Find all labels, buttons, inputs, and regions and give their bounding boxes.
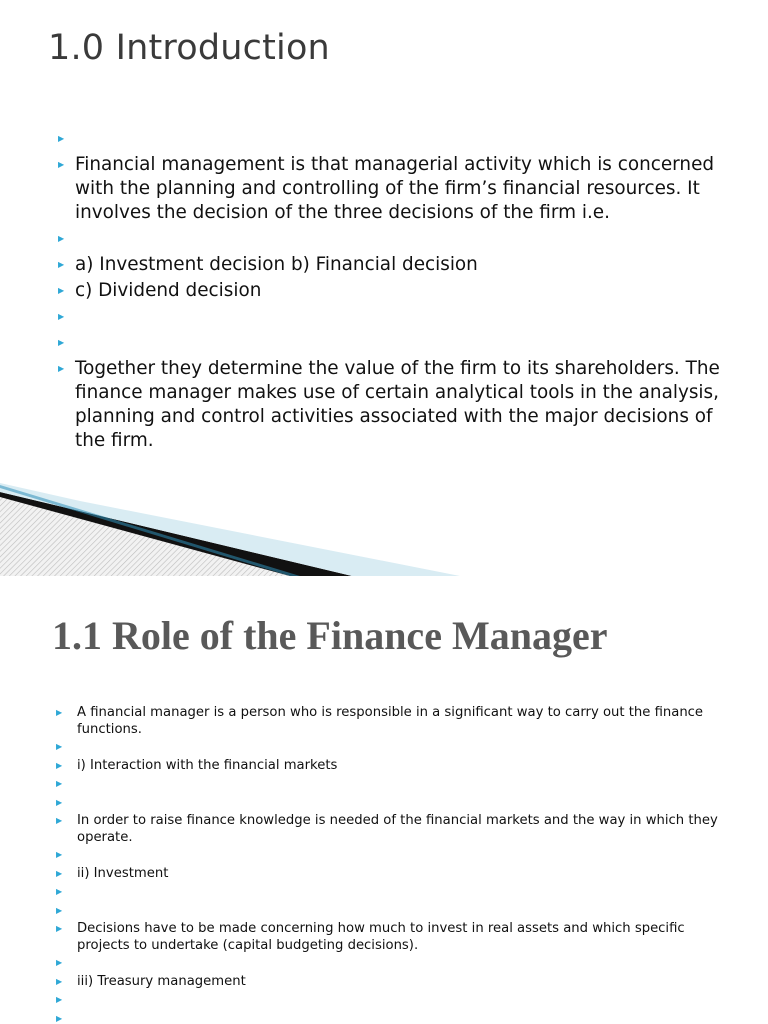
list-item bbox=[56, 704, 732, 738]
list-item bbox=[58, 305, 726, 329]
list-item bbox=[56, 954, 732, 973]
bullet-icon: ▶ bbox=[56, 905, 63, 915]
bullet-icon: ▶ bbox=[56, 924, 63, 933]
list-item-text: A financial manager is a person who is responsible in a significant way to carry out the finance functions. bbox=[77, 705, 704, 737]
bullet-icon: ▶ bbox=[58, 364, 65, 373]
list-item bbox=[56, 902, 732, 921]
list-item-text: a) Investment decision b) Financial decision bbox=[75, 254, 478, 275]
bullet-icon: ▶ bbox=[56, 868, 63, 878]
list-item-text: i) Interaction with the financial markets bbox=[77, 757, 338, 773]
slide-title: 1.1 Role of the Finance Manager bbox=[52, 613, 608, 658]
bullet-icon: ▶ bbox=[56, 708, 63, 717]
list-item bbox=[56, 757, 732, 776]
list-item bbox=[58, 331, 726, 355]
list-item bbox=[58, 253, 726, 277]
list-item-text: ii) Investment bbox=[77, 865, 169, 881]
list-item bbox=[56, 738, 732, 757]
list-item bbox=[56, 920, 732, 954]
decorative-stripe-graphic bbox=[0, 483, 460, 576]
list-item-text: In order to raise finance knowledge is needed of the financial markets and the way in which they operate. bbox=[77, 813, 718, 845]
bullet-icon: ▶ bbox=[56, 850, 63, 859]
bullet-icon: ▶ bbox=[56, 816, 63, 825]
bullet-icon: ▶ bbox=[56, 995, 63, 1004]
list-item-text: Decisions have to be made concerning how much to invest in real assets and which specific projects to undertake (capital budgeting decisions). bbox=[77, 921, 685, 953]
list-item bbox=[56, 991, 732, 1010]
slide-role-of-finance-manager bbox=[0, 576, 768, 1024]
bullet-list bbox=[56, 704, 732, 1024]
bullet-icon: ▶ bbox=[58, 338, 65, 347]
list-item bbox=[58, 153, 726, 225]
bullet-icon: ▶ bbox=[58, 286, 65, 295]
list-item bbox=[56, 775, 732, 794]
list-item-text: iii) Treasury management bbox=[77, 973, 246, 989]
slide-title: 1.0 Introduction bbox=[48, 28, 330, 68]
list-item-text: Together they determine the value of the firm to its shareholders. The finance manager makes use of certain analytical tools in the analysis, planning and control activities associated with the major decisions of the firm. bbox=[75, 358, 720, 451]
list-item bbox=[58, 127, 726, 151]
bullet-list bbox=[58, 127, 726, 455]
list-item bbox=[58, 357, 726, 453]
bullet-icon: ▶ bbox=[56, 797, 63, 807]
bullet-icon: ▶ bbox=[58, 312, 65, 321]
list-item bbox=[58, 227, 726, 251]
list-item bbox=[56, 1010, 732, 1024]
bullet-icon: ▶ bbox=[56, 779, 63, 788]
list-item bbox=[56, 794, 732, 813]
list-item bbox=[58, 279, 726, 303]
bullet-icon: ▶ bbox=[56, 887, 63, 896]
bullet-icon: ▶ bbox=[58, 160, 65, 169]
bullet-icon: ▶ bbox=[58, 260, 65, 269]
list-item-text: c) Dividend decision bbox=[75, 280, 262, 301]
bullet-icon: ▶ bbox=[56, 760, 63, 770]
bullet-icon: ▶ bbox=[58, 134, 65, 143]
list-item bbox=[56, 865, 732, 884]
bullet-icon: ▶ bbox=[56, 976, 63, 986]
list-item bbox=[56, 883, 732, 902]
bullet-icon: ▶ bbox=[56, 1013, 63, 1023]
list-item-text: Financial management is that managerial activity which is concerned with the planning and controlling of the firm’s financial resources. It involves the decision of the three decisions of the firm i.e. bbox=[75, 154, 715, 223]
list-item bbox=[56, 973, 732, 992]
list-item bbox=[56, 846, 732, 865]
list-item bbox=[56, 812, 732, 846]
bullet-icon: ▶ bbox=[58, 234, 65, 243]
bullet-icon: ▶ bbox=[56, 958, 63, 967]
bullet-icon: ▶ bbox=[56, 742, 63, 751]
